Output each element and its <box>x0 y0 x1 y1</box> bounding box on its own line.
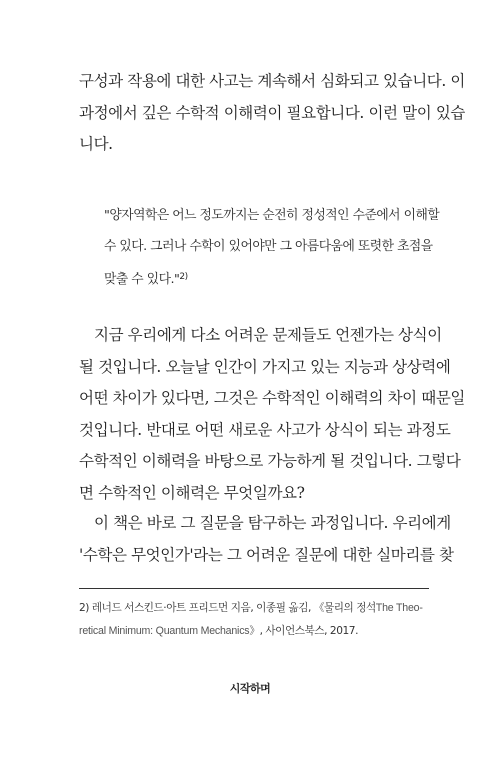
quote-line: 수 있다. 그러나 수학이 있어야만 그 아름다움에 또렷한 초점을 <box>104 239 433 254</box>
footnote-publisher: 》, 사이언스북스, 2017. <box>249 625 359 637</box>
footnote-english-title: The Theo- <box>375 602 423 614</box>
body-paragraph-1 <box>79 66 465 161</box>
footnote-english-title: retical Minimum: Quantum Mechanics <box>79 625 250 637</box>
body-line: 것입니다. 반대로 어떤 새로운 사고가 상식이 되는 과정도 <box>79 420 451 439</box>
footnote-line-2 <box>79 620 429 643</box>
body-line: 수학적인 이해력을 바탕으로 가능하게 될 것입니다. 그렇다 <box>79 452 461 471</box>
body-line: '수학은 무엇인가'라는 그 어려운 질문에 대한 실마리를 찾 <box>79 545 454 564</box>
body-line: 이 책은 바로 그 질문을 탐구하는 과정입니다. 우리에게 <box>94 514 451 532</box>
body-line: 면 수학적인 이해력은 무엇일까요? <box>79 483 305 502</box>
body-line: 될 것입니다. 오늘날 인간이 가지고 있는 지능과 상상력에 <box>79 357 451 376</box>
footnote-line-1 <box>79 597 429 620</box>
quote-line: "양자역학은 어느 정도까지는 순전히 정성적인 수준에서 이해할 <box>104 208 440 223</box>
block-quote <box>104 200 440 295</box>
body-paragraph-3 <box>79 508 454 571</box>
body-line: 니다. <box>79 135 113 154</box>
quote-line-text: 맞출 수 있다." <box>104 272 180 287</box>
body-paragraph-2 <box>79 320 465 510</box>
footnote-reference: 2) <box>179 272 188 282</box>
body-line: 어떤 차이가 있다면, 그것은 수학적인 이해력의 차이 때문일 <box>79 389 465 408</box>
body-line: 과정에서 깊은 수학적 이해력이 필요합니다. 이런 말이 있습 <box>79 103 465 122</box>
footnote-citation-text: 2) 레너드 서스킨드·아트 프리드먼 지음, 이종필 옮김, 《물리의 정석 <box>79 602 376 614</box>
quote-line-last <box>104 262 428 295</box>
running-footer: 시작하며 <box>229 682 271 695</box>
footnote-divider <box>79 588 429 589</box>
body-line: 구성과 작용에 대한 사고는 계속해서 심화되고 있습니다. 이 <box>79 72 465 90</box>
footnote <box>79 597 429 643</box>
body-line: 지금 우리에게 다소 어려운 문제들도 언젠가는 상식이 <box>94 326 442 344</box>
